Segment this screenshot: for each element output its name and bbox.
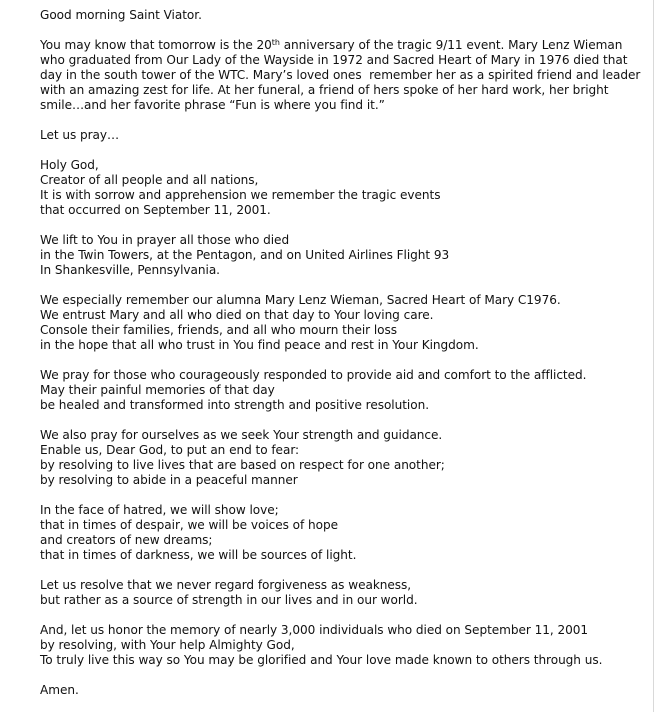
stanza-line: We entrust Mary and all who died on that day to Your loving care. (40, 308, 434, 322)
stanza-line: in the Twin Towers, at the Pentagon, and on United Airlines Flight 93 (40, 248, 450, 262)
stanza-line: Console their families, friends, and all who mourn their loss (40, 323, 398, 337)
stanza-line: To truly live this way so You may be glorified and Your love made known to others through us. (40, 653, 603, 667)
stanza-line: and creators of new dreams; (40, 533, 213, 547)
ordinal-superscript: th (271, 38, 280, 47)
stanza-line: We also pray for ourselves as we seek Your strength and guidance. (40, 428, 443, 442)
stanza-forgiveness (40, 578, 650, 608)
stanza-line: In Shankesville, Pennsylvania. (40, 263, 220, 277)
pray-call (40, 128, 650, 143)
intro-paragraph (40, 38, 650, 113)
stanza-line: by resolving, with Your help Almighty God, (40, 638, 295, 652)
stanza-line: Holy God, (40, 158, 99, 172)
stanza-invocation (40, 158, 650, 218)
stanza-line: It is with sorrow and apprehension we remember the tragic events (40, 188, 441, 202)
stanza-line: that in times of darkness, we will be sources of light. (40, 548, 357, 562)
stanza-line: In the face of hatred, we will show love; (40, 503, 279, 517)
greeting-line: Good morning Saint Viator. (40, 8, 202, 22)
stanza-line: We lift to You in prayer all those who died (40, 233, 290, 247)
stanza-line: that in times of despair, we will be voices of hope (40, 518, 339, 532)
intro-text-after-superscript: anniversary of the tragic 9/11 event. Mary Lenz Wieman (279, 38, 623, 52)
stanza-line: Let us resolve that we never regard forgiveness as weakness, (40, 578, 412, 592)
stanza-line: in the hope that all who trust in You find peace and rest in Your Kingdom. (40, 338, 479, 352)
prayer-document (40, 8, 650, 713)
stanza-line: that occurred on September 11, 2001. (40, 203, 271, 217)
stanza-remember-mary (40, 293, 650, 353)
stanza-line: Creator of all people and all nations, (40, 173, 259, 187)
stanza-responders (40, 368, 650, 413)
stanza-line: by resolving to live lives that are based on respect for one another; (40, 458, 445, 472)
pray-call-line: Let us pray… (40, 128, 120, 142)
stanza-line: May their painful memories of that day (40, 383, 275, 397)
stanza-line: by resolving to abide in a peaceful manner (40, 473, 298, 487)
stanza-ourselves (40, 428, 650, 488)
intro-text-before-superscript: You may know that tomorrow is the 20 (40, 38, 272, 52)
intro-line: day in the south tower of the WTC. Mary’s loved ones remember her as a spirited friend and leader (40, 68, 641, 82)
closing-line: Amen. (40, 683, 79, 697)
intro-line: who graduated from Our Lady of the Wayside in 1972 and Sacred Heart of Mary in 1976 died that (40, 53, 628, 67)
stanza-line: We pray for those who courageously responded to provide aid and comfort to the afflicted. (40, 368, 587, 382)
stanza-line: be healed and transformed into strength and positive resolution. (40, 398, 429, 412)
intro-line: smile…and her favorite phrase “Fun is where you find it.” (40, 98, 385, 112)
stanza-show-love (40, 503, 650, 563)
stanza-line: And, let us honor the memory of nearly 3,000 individuals who died on September 11, 2001 (40, 623, 589, 637)
stanza-line: Enable us, Dear God, to put an end to fear: (40, 443, 300, 457)
stanza-line: but rather as a source of strength in our lives and in our world. (40, 593, 418, 607)
stanza-honor-memory (40, 623, 650, 668)
intro-line (40, 38, 650, 53)
greeting (40, 8, 650, 23)
stanza-those-who-died (40, 233, 650, 278)
intro-line: with an amazing zest for life. At her funeral, a friend of hers spoke of her hard work, her bright (40, 83, 609, 97)
stanza-line: We especially remember our alumna Mary Lenz Wieman, Sacred Heart of Mary C1976. (40, 293, 561, 307)
closing (40, 683, 650, 698)
